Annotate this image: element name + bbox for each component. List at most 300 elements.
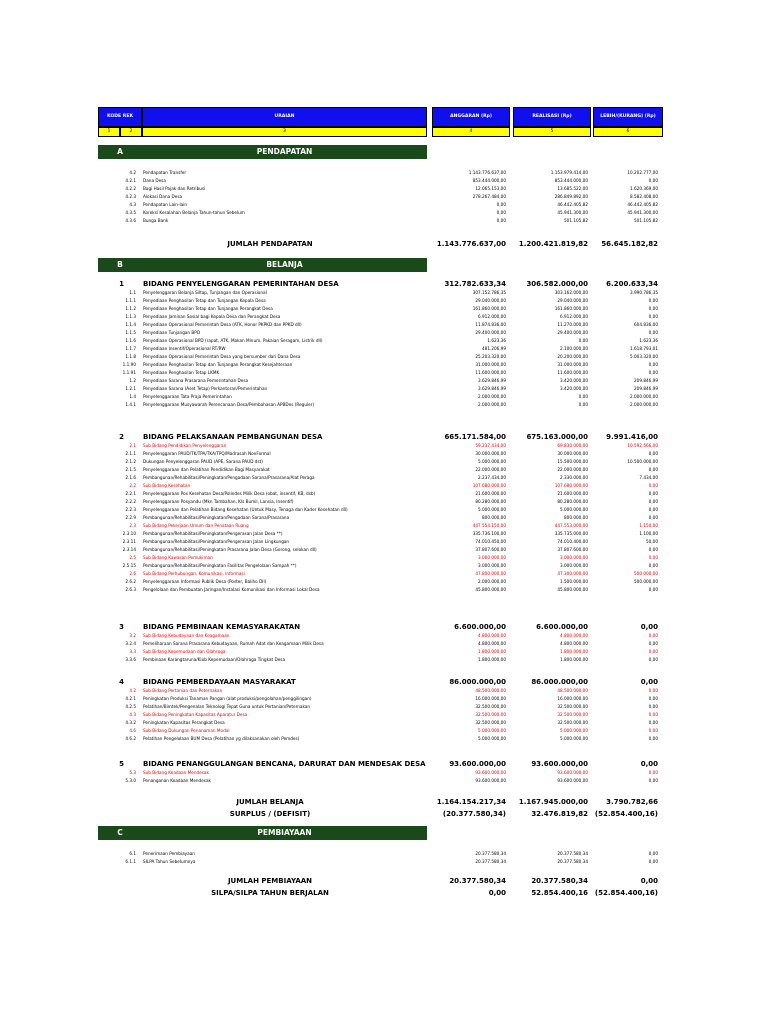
row-v2: 5.000.000,00 <box>560 507 588 512</box>
row-v1: 59.237.434,00 <box>475 443 506 448</box>
row-code: 2.3 <box>129 523 136 528</box>
row-v2: 303.162.000,00 <box>554 290 588 295</box>
bidang5-row <box>0 769 768 777</box>
row-desc: Bunga Bank <box>143 218 169 223</box>
row-desc: Penyediaan Sarana Prasarana Pemerintahan Desa <box>143 378 249 383</box>
row-v2: 1.800.000,00 <box>560 657 588 662</box>
row-desc: Pendapatan Lain-lain <box>143 202 188 207</box>
row-code: 2.1.1 <box>125 451 136 456</box>
row-v2: 11.270.000,00 <box>557 322 588 327</box>
pendapatan-row <box>0 169 768 177</box>
row-code: 2.2.1 <box>125 491 136 496</box>
row-v3: 8.582.408,00 <box>630 194 658 199</box>
col-number-5: 5 <box>513 127 591 137</box>
bidang1-row <box>0 369 768 377</box>
bidang3-header-desc: BIDANG PEMBINAAN KEMASYARAKATAN <box>143 623 301 631</box>
header-anggaran: ANGGARAN (Rp) <box>432 107 510 127</box>
bidang4-row <box>0 719 768 727</box>
bidang3-row <box>0 640 768 648</box>
row-code: 2.2.3 <box>125 507 136 512</box>
row-v3: 500.000,00 <box>634 571 658 576</box>
row-desc: Penyelenggaraan Informasi Publik Desa (Poster, Baliho Dll) <box>143 579 267 584</box>
row-v1: 161.860.000,00 <box>472 306 506 311</box>
row-desc: Pembinaan Karangtaruna/Klub Kepemudaan/Olahraga Tingkat Desa <box>143 657 286 662</box>
silpa-label: SILPA/SILPA TAHUN BERJALAN <box>211 889 329 897</box>
section-a-letter: A <box>98 145 142 159</box>
row-v2: 20.200.000,00 <box>557 354 588 359</box>
row-desc: Penyelenggaran PAUD/TK/TPA/TKA/TPQ/Madrasah NonFormal <box>143 451 271 456</box>
row-desc: Pendapatan Transfer <box>143 170 187 175</box>
row-v1: 3.629.846,99 <box>478 378 506 383</box>
row-v2: 5.000.000,00 <box>560 736 588 741</box>
bidang2-row <box>0 562 768 570</box>
bidang1-row <box>0 385 768 393</box>
row-desc: SILPA Tahun Sebelumnya <box>143 859 196 864</box>
row-desc: Penyediaan Operasional Pemerintah Desa yang bersumber dari Dana Desa <box>143 354 301 359</box>
row-v3: 0,00 <box>648 451 658 456</box>
bidang1-row <box>0 337 768 345</box>
row-desc: Penerimaan Pembiayaan <box>143 851 195 856</box>
row-desc: Penyediaan Sarana (Aset Tetap) Perkantoran/Pemerintahan <box>143 386 268 391</box>
row-v2: 46.442.405,82 <box>557 202 588 207</box>
jumlah-belanja-lebih: 3.790.782,66 <box>606 798 658 806</box>
row-v1: 2.000.000,00 <box>478 579 506 584</box>
row-code: 4.2.1 <box>125 696 136 701</box>
row-v3: 7.434,00 <box>639 475 658 480</box>
row-v1: 107.680.000,00 <box>472 483 506 488</box>
bidang2-header-v1: 665.171.584,00 <box>444 433 506 441</box>
row-v3: 1.620.369,00 <box>630 186 658 191</box>
header-kode-rek: KODE REK <box>98 107 142 127</box>
row-desc: Penyediaan Insentif/Operasional RT/RW <box>143 346 226 351</box>
col-number-4: 4 <box>432 127 510 137</box>
row-v2: 1.800.000,00 <box>560 649 588 654</box>
row-v1: 29.040.000,00 <box>475 298 506 303</box>
col-number-1: 1 <box>98 127 120 137</box>
row-v1: 2.237.434,00 <box>478 475 506 480</box>
silpa-anggaran: 0,00 <box>488 889 506 897</box>
bidang1-row <box>0 377 768 385</box>
bidang1-row <box>0 393 768 401</box>
row-code: 2.3.10 <box>122 531 136 536</box>
row-v2: 48.500.000,00 <box>557 688 588 693</box>
row-code: 2.6 <box>129 571 136 576</box>
row-code: 1.4 <box>129 394 136 399</box>
surplus-row <box>0 809 768 820</box>
row-v2: 47.300.000,00 <box>557 571 588 576</box>
jumlah-belanja-anggaran: 1.164.154.217,34 <box>436 798 506 806</box>
silpa-realisasi: 52.854.400,16 <box>531 889 588 897</box>
row-v2: 286.849.892,00 <box>554 194 588 199</box>
row-desc: Koreksi Kesalahan Belanja Tahun-tahun Sebelum <box>143 210 245 215</box>
section-c-letter: C <box>98 826 142 840</box>
row-v2: 21.600.000,00 <box>557 491 588 496</box>
row-v1: 29.400.000,00 <box>475 330 506 335</box>
row-v2: 0,00 <box>578 402 588 407</box>
jumlah-pendapatan-row <box>0 239 768 250</box>
row-desc: Penyelenggaraan Posyandu (Mkn Tambahan, Kls Bumil, Lansia, Insentif) <box>143 499 294 504</box>
jumlah-pendapatan-label: JUMLAH PENDAPATAN <box>227 240 313 248</box>
surplus-anggaran: (20.377.580,34) <box>442 810 506 818</box>
row-v3: 209.846,99 <box>634 378 658 383</box>
row-v3: 10.592.566,00 <box>627 443 658 448</box>
row-v3: 0,00 <box>648 736 658 741</box>
bidang2-row <box>0 474 768 482</box>
jumlah-pembiayaan-label: JUMLAH PEMBIAYAAN <box>227 877 313 885</box>
row-desc: Pelatihan/Bimtek/Pengenalan Teknologi Tepat Guna untuk Pertanian/Peternakan <box>143 704 311 709</box>
row-desc: Dukungan Penyelenggaran PAUD (APE, Sarana PAUD dst) <box>143 459 263 464</box>
row-v2: 45.941.300,00 <box>557 210 588 215</box>
row-v3: 0,00 <box>648 547 658 552</box>
row-v2: 30.000.000,00 <box>557 451 588 456</box>
row-v2: 13.685.522,00 <box>557 186 588 191</box>
row-v1: 481.206,99 <box>482 346 506 351</box>
bidang2-row <box>0 450 768 458</box>
col-number-6: 6 <box>593 127 663 137</box>
row-v2: 32.500.000,00 <box>557 704 588 709</box>
row-desc: Pembangunan/Rehabilitasi/Peningkatan/Pengerasan Jalan Desa **) <box>143 531 283 536</box>
row-v1: 3.629.846,99 <box>478 386 506 391</box>
row-v2: 31.000.000,00 <box>557 362 588 367</box>
row-code: 1.1.6 <box>125 338 136 343</box>
row-v2: 22.000.000,00 <box>557 467 588 472</box>
row-desc: Sub Bidang Kepemudaan dan Olahraga <box>143 649 226 654</box>
bidang4-header-v3: 0,00 <box>640 678 658 686</box>
row-v2: 15.500.000,00 <box>557 459 588 464</box>
section-b-title: BELANJA <box>142 258 427 272</box>
header-uraian: URAIAN <box>142 107 427 127</box>
row-desc: Penyediaan Penghasilan Tetap dan Tunjangan Perangkat Kesejahteraan <box>143 362 293 367</box>
surplus-label: SURPLUS / (DEFISIT) <box>229 810 311 818</box>
bidang2-header-code: 2 <box>119 433 124 441</box>
jumlah-belanja-realisasi: 1.167.945.000,00 <box>518 798 588 806</box>
row-desc: Sub Bidang Keadaan Mendesak <box>143 770 209 775</box>
row-v3: 0,00 <box>648 712 658 717</box>
row-code: 1.1 <box>129 290 136 295</box>
row-v3: 0,00 <box>648 362 658 367</box>
row-code: 1.1.7 <box>125 346 136 351</box>
bidang2-header-desc: BIDANG PELAKSANAAN PEMBANGUNAN DESA <box>143 433 323 441</box>
row-v1: 5.000.000,00 <box>478 736 506 741</box>
row-code: 3.3 <box>129 649 136 654</box>
row-code: 4.3.5 <box>125 210 136 215</box>
row-v1: 2.000.000,00 <box>478 402 506 407</box>
row-desc: Sub Bidang Pertanian dan Peternakan <box>143 688 223 693</box>
row-v3: 0,00 <box>648 633 658 638</box>
row-v2: 800.000,00 <box>564 515 588 520</box>
row-v2: 4.800.000,00 <box>560 641 588 646</box>
row-v1: 853.444.000,00 <box>472 178 506 183</box>
row-v1: 335.736.100,00 <box>472 531 506 536</box>
row-v3: 3.990.786,35 <box>630 290 658 295</box>
row-v2: 29.040.000,00 <box>557 298 588 303</box>
bidang1-header-v3: 6.200.633,34 <box>606 280 658 288</box>
row-code: 1.1.90 <box>122 362 136 367</box>
bidang5-header-v2: 93.600.000,00 <box>531 760 588 768</box>
row-desc: Sub Bidang Kebudayaan dan Keagamaan <box>143 633 230 638</box>
row-code: 2.2.9 <box>125 515 136 520</box>
row-v3: 0,00 <box>648 306 658 311</box>
bidang5-header-desc: BIDANG PENANGGULANGAN BENCANA, DARURAT DAN MENDESAK DESA <box>143 760 426 768</box>
bidang1-header-desc: BIDANG PENYELENGGARAN PEMERINTAHAN DESA <box>143 280 339 288</box>
row-v1: 30.000.000,00 <box>475 451 506 456</box>
row-v3: 1.150,00 <box>639 523 658 528</box>
row-v2: 501.105,82 <box>564 218 588 223</box>
row-v1: 5.000.000,00 <box>478 728 506 733</box>
bidang2-row <box>0 490 768 498</box>
row-v1: 5.000.000,00 <box>478 507 506 512</box>
row-code: 1.1.1 <box>125 298 136 303</box>
section-b-letter: B <box>98 258 142 272</box>
row-v1: 25.203.320,00 <box>475 354 506 359</box>
row-v3: 0,00 <box>648 728 658 733</box>
row-v2: 5.000.000,00 <box>560 728 588 733</box>
row-v3: 10.500.000,00 <box>627 459 658 464</box>
row-v3: 500.000,00 <box>634 579 658 584</box>
row-v3: 0,00 <box>648 778 658 783</box>
row-v2: 29.400.000,00 <box>557 330 588 335</box>
section-c-title: PEMBIAYAAN <box>142 826 427 840</box>
row-v2: 11.600.000,00 <box>557 370 588 375</box>
silpa-lebih: (52.854.400,16) <box>594 889 658 897</box>
bidang5-header-v3: 0,00 <box>640 760 658 768</box>
bidang1-row <box>0 289 768 297</box>
row-v3: 0,00 <box>648 467 658 472</box>
row-code: 1.1.5 <box>125 330 136 335</box>
row-v3: 0,00 <box>648 859 658 864</box>
row-code: 5.3.0 <box>125 778 136 783</box>
row-desc: Penanganan Keadaan Mendesak <box>143 778 211 783</box>
bidang1-row <box>0 321 768 329</box>
pendapatan-row <box>0 185 768 193</box>
row-desc: Penyediaan Tunjangan BPD <box>143 330 201 335</box>
jumlah-pembiayaan-lebih: 0,00 <box>640 877 658 885</box>
bidang1-row <box>0 345 768 353</box>
bidang2-row <box>0 538 768 546</box>
row-v1: 5.000.000,00 <box>478 459 506 464</box>
header-realisasi: REALISASI (Rp) <box>513 107 591 127</box>
row-v2: 93.600.000,00 <box>557 778 588 783</box>
row-desc: Pemeliharaan Sarana Prasarana Kebudayaan, Rumah Adat dan Keagamaan Milik Desa <box>143 641 324 646</box>
row-v3: 0,00 <box>648 696 658 701</box>
row-code: 4.2 <box>129 688 136 693</box>
bidang2-row <box>0 554 768 562</box>
row-v2: 1.153.979.414,00 <box>550 170 588 175</box>
row-v3: 1.100,00 <box>639 531 658 536</box>
row-v3: 0,00 <box>648 657 658 662</box>
bidang4-header-v2: 86.000.000,00 <box>531 678 588 686</box>
row-v1: 48.500.000,00 <box>475 688 506 693</box>
row-code: 2.1.5 <box>125 467 136 472</box>
row-v3: 50,00 <box>646 539 658 544</box>
row-v3: 0,00 <box>648 851 658 856</box>
row-desc: Penyediaan Penghasilan Tetap dan Tunjangan Kepala Desa <box>143 298 266 303</box>
row-v1: 800.000,00 <box>482 515 506 520</box>
bidang4-row <box>0 687 768 695</box>
bidang2-row <box>0 498 768 506</box>
bidang1-header-v1: 312.782.633,34 <box>444 280 506 288</box>
row-desc: Penyelenggaraan Tata Praja Pemerintahan <box>143 394 232 399</box>
bidang3-header-v1: 6.600.000,00 <box>454 623 506 631</box>
row-v3: 0,00 <box>648 330 658 335</box>
pembiayaan-row <box>0 850 768 858</box>
row-v1: 1.800.000,00 <box>478 657 506 662</box>
row-v3: 0,00 <box>648 587 658 592</box>
row-code: 2.5 <box>129 555 136 560</box>
row-v3: 0,00 <box>648 770 658 775</box>
row-v2: 107.680.000,00 <box>554 483 588 488</box>
row-v1: 4.800.000,00 <box>478 633 506 638</box>
row-code: 3.2 <box>129 633 136 638</box>
row-code: 2.2.2 <box>125 499 136 504</box>
row-code: 2.3.14 <box>122 547 136 552</box>
row-v2: 0,00 <box>578 338 588 343</box>
jumlah-pendapatan-realisasi: 1.200.421.819,82 <box>518 240 588 248</box>
row-v3: 10.202.777,00 <box>627 170 658 175</box>
bidang3-header-v3: 0,00 <box>640 623 658 631</box>
row-v1: 3.000.000,00 <box>478 563 506 568</box>
row-v3: 0,00 <box>648 483 658 488</box>
row-desc: Sub Bidang Dukungan Penanaman Modal <box>143 728 230 733</box>
bidang2-row <box>0 530 768 538</box>
bidang1-row <box>0 329 768 337</box>
row-v1: 80.280.000,00 <box>475 499 506 504</box>
row-v1: 20.377.580,34 <box>475 851 506 856</box>
row-v2: 1.500.000,00 <box>560 579 588 584</box>
row-code: 4.2.3 <box>125 194 136 199</box>
row-desc: Sub Bidang Kawasan Pemukiman <box>143 555 213 560</box>
row-desc: Pengelolaan dan Pembuatan Jaringan/Instalasi Komunikasi dan Informasi Lokal Desa <box>143 587 320 592</box>
row-v1: 278.267.484,00 <box>472 194 506 199</box>
pendapatan-row <box>0 193 768 201</box>
row-v2: 447.553.000,00 <box>554 523 588 528</box>
row-v2: 3.000.000,00 <box>560 563 588 568</box>
row-code: 2.5.15 <box>122 563 136 568</box>
row-v1: 47.800.000,00 <box>475 571 506 576</box>
bidang1-header-v2: 306.582.000,00 <box>526 280 588 288</box>
bidang2-row <box>0 522 768 530</box>
bidang2-header-v2: 675.163.000,00 <box>526 433 588 441</box>
row-desc: Bagi Hasil Pajak dan Retribusi <box>143 186 206 191</box>
pendapatan-row <box>0 209 768 217</box>
row-code: 2.1.2 <box>125 459 136 464</box>
row-v3: 0,00 <box>648 499 658 504</box>
bidang5-header-code: 5 <box>119 760 124 768</box>
bidang1-row <box>0 361 768 369</box>
row-v1: 20.377.580,34 <box>475 859 506 864</box>
bidang1-header-code: 1 <box>119 280 124 288</box>
row-desc: Penyelenggaran Belanja Siltap, Tunjangan dan Operasional <box>143 290 267 295</box>
bidang1-row <box>0 353 768 361</box>
jumlah-pembiayaan-realisasi: 20.377.580,34 <box>531 877 588 885</box>
row-v2: 3.420.000,00 <box>560 386 588 391</box>
row-v3: 0,00 <box>648 563 658 568</box>
row-v1: 447.554.150,00 <box>472 523 506 528</box>
jumlah-pendapatan-lebih: 56.645.182,82 <box>601 240 658 248</box>
bidang3-row <box>0 648 768 656</box>
bidang3-row <box>0 632 768 640</box>
row-code: 2.3.11 <box>122 539 136 544</box>
row-v3: 0,00 <box>648 491 658 496</box>
row-v1: 4.800.000,00 <box>478 641 506 646</box>
row-v3: 0,00 <box>648 555 658 560</box>
row-v2: 69.830.000,00 <box>557 443 588 448</box>
row-v3: 45.941.300,00 <box>627 210 658 215</box>
row-v3: 2.000.000,00 <box>630 394 658 399</box>
row-code: 4.3.6 <box>125 218 136 223</box>
row-code: 1.1.2 <box>125 306 136 311</box>
pendapatan-row <box>0 177 768 185</box>
row-v3: 1.618.793,01 <box>630 346 658 351</box>
row-code: 1.2 <box>129 378 136 383</box>
row-v1: 3.000.000,00 <box>478 555 506 560</box>
bidang4-header-desc: BIDANG PEMBERDAYAAN MASYARAKAT <box>143 678 296 686</box>
row-v1: 1.623,36 <box>487 338 506 343</box>
row-desc: Penyelenggaraan Pos Kesehatan Desa/Polindes Milik Desa (obat, insentif, KB, dsb) <box>143 491 316 496</box>
row-v2: 0,00 <box>578 394 588 399</box>
row-v2: 45.800.000,00 <box>557 587 588 592</box>
row-code: 1.1.91 <box>122 370 136 375</box>
row-v1: 307.152.786,35 <box>472 290 506 295</box>
row-v1: 32.500.000,00 <box>475 704 506 709</box>
row-desc: Peningkatan Produksi Tanaman Pangan (alat produksi/pengolahan/penggilingan) <box>143 696 312 701</box>
row-v3: 2.000.000,00 <box>630 402 658 407</box>
row-desc: Penyediaan Operasional Pemerintah Desa (ATK, Honor PKPKD dan PPKD dll) <box>143 322 302 327</box>
row-v3: 0,00 <box>648 370 658 375</box>
row-v3: 0,00 <box>648 314 658 319</box>
row-v1: 93.600.000,00 <box>475 778 506 783</box>
row-v1: 0,00 <box>496 202 506 207</box>
row-desc: Penyediaan Penghasilan Tetap LKMK <box>143 370 220 375</box>
row-code: 1.1.8 <box>125 354 136 359</box>
bidang2-row <box>0 546 768 554</box>
row-desc: Dana Desa <box>143 178 166 183</box>
row-v2: 37.807.600,00 <box>557 547 588 552</box>
row-code: 4.2.5 <box>125 704 136 709</box>
row-v3: 0,00 <box>648 298 658 303</box>
row-code: 4.6.2 <box>125 736 136 741</box>
row-desc: Penyediaan Operasional BPD (rapat, ATK, Makan Minum, Pakaian Seragam, Listrik dll) <box>143 338 323 343</box>
row-v3: 501.105,82 <box>634 218 658 223</box>
surplus-lebih: (52.854.400,16) <box>594 810 658 818</box>
bidang3-row <box>0 656 768 664</box>
row-code: 4.6 <box>129 728 136 733</box>
row-code: 1.4.1 <box>125 402 136 407</box>
bidang4-row <box>0 735 768 743</box>
row-v1: 11.600.000,00 <box>475 370 506 375</box>
row-code: 4.2.2 <box>125 186 136 191</box>
row-v2: 20.377.580,34 <box>557 851 588 856</box>
row-v2: 16.000.000,00 <box>557 696 588 701</box>
bidang2-row <box>0 506 768 514</box>
row-v1: 32.500.000,00 <box>475 720 506 725</box>
bidang2-row <box>0 458 768 466</box>
jumlah-pendapatan-anggaran: 1.143.776.637,00 <box>436 240 506 248</box>
row-code: 6.1.1 <box>125 859 136 864</box>
section-a-title: PENDAPATAN <box>142 145 427 159</box>
row-desc: Sub Bidang Pekerjaan Umum dan Penataan Ruang <box>143 523 249 528</box>
row-v1: 0,00 <box>496 218 506 223</box>
row-code: 3.2.4 <box>125 641 136 646</box>
row-desc: Sub Bidang Kesehatan <box>143 483 191 488</box>
row-v2: 3.420.000,00 <box>560 378 588 383</box>
bidang2-row <box>0 586 768 594</box>
row-code: 4.3 <box>129 202 136 207</box>
bidang4-header-v1: 86.000.000,00 <box>449 678 506 686</box>
bidang2-row <box>0 578 768 586</box>
row-v3: 0,00 <box>648 704 658 709</box>
pembiayaan-row <box>0 858 768 866</box>
